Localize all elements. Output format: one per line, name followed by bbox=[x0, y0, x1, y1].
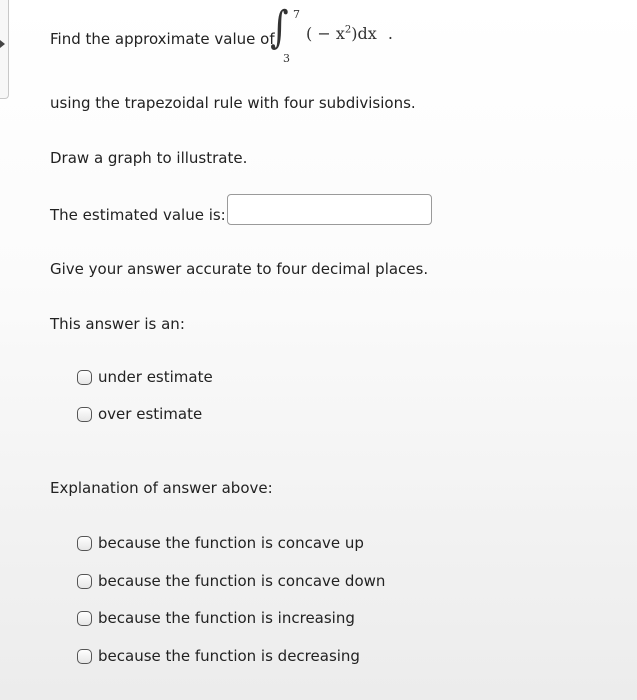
answer-is-label: This answer is an: bbox=[50, 315, 185, 333]
estimate-option-over[interactable] bbox=[77, 405, 202, 423]
question-intro: Find the approximate value of bbox=[50, 30, 275, 48]
radio-button[interactable] bbox=[77, 574, 92, 589]
explanation-option-label: because the function is concave up bbox=[98, 534, 364, 552]
integrand-open: ( − x bbox=[306, 24, 345, 43]
integrand-power: 2 bbox=[344, 24, 352, 36]
explanation-option-concave-up[interactable] bbox=[77, 534, 364, 552]
question-method: using the trapezoidal rule with four subdivisions. bbox=[50, 94, 416, 112]
explanation-option-increasing[interactable] bbox=[77, 609, 355, 627]
radio-button[interactable] bbox=[77, 407, 92, 422]
estimate-option-label: over estimate bbox=[98, 405, 203, 423]
accuracy-note: Give your answer accurate to four decimal places. bbox=[50, 260, 429, 278]
integral-upper-limit: 7 bbox=[293, 8, 300, 21]
radio-button[interactable] bbox=[77, 611, 92, 626]
integrand-close: )dx bbox=[351, 24, 377, 43]
explanation-option-decreasing[interactable] bbox=[77, 647, 360, 665]
estimate-option-label: under estimate bbox=[98, 368, 213, 386]
question-graph-instruction: Draw a graph to illustrate. bbox=[50, 149, 248, 167]
integral-lower-limit: 3 bbox=[283, 52, 290, 65]
radio-button[interactable] bbox=[77, 370, 92, 385]
explanation-option-label: because the function is increasing bbox=[98, 609, 355, 627]
estimated-value-label: The estimated value is: bbox=[50, 206, 226, 224]
explanation-option-concave-down[interactable] bbox=[77, 572, 385, 590]
integral-sign-icon: ∫ bbox=[270, 2, 289, 53]
explanation-option-label: because the function is decreasing bbox=[98, 647, 360, 665]
radio-button[interactable] bbox=[77, 649, 92, 664]
radio-button[interactable] bbox=[77, 536, 92, 551]
estimated-value-input[interactable] bbox=[227, 194, 432, 225]
explanation-option-label: because the function is concave down bbox=[98, 572, 386, 590]
explanation-label: Explanation of answer above: bbox=[50, 479, 273, 497]
integrand-trailing: . bbox=[387, 24, 393, 43]
integrand bbox=[306, 24, 393, 43]
estimate-option-under[interactable] bbox=[77, 368, 213, 386]
side-panel-tab[interactable] bbox=[0, 0, 9, 99]
expand-arrow-icon[interactable] bbox=[0, 40, 5, 48]
